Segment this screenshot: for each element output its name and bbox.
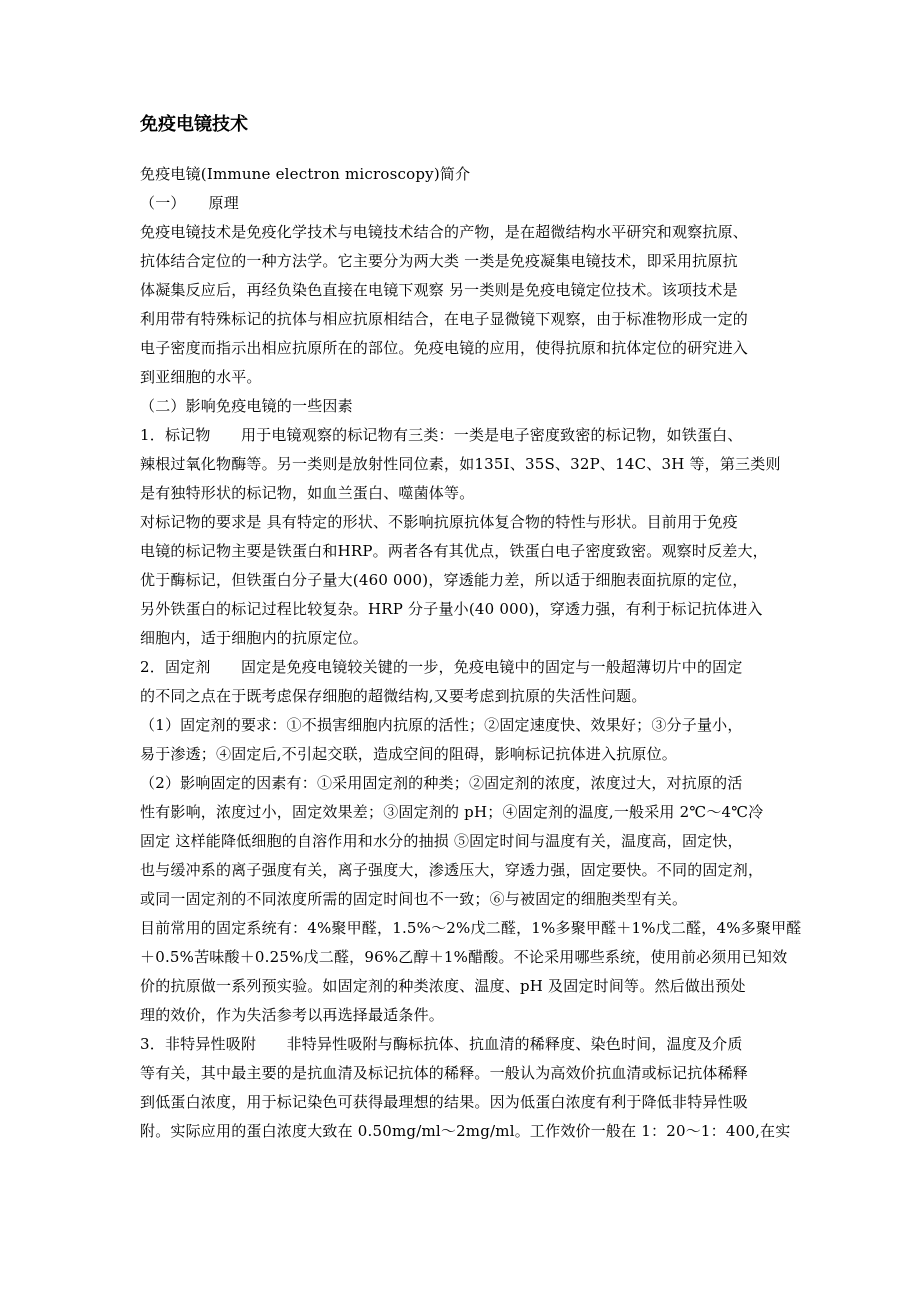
text-line: 体凝集反应后，再经负染色直接在电镜下观察 另一类则是免疫电镜定位技术。该项技术是 xyxy=(140,281,738,299)
text-line: 固定 这样能降低细胞的自溶作用和水分的抽损 ⑤固定时间与温度有关，温度高，固定快， xyxy=(140,832,743,850)
text-line: 价的抗原做一系列预实验。如固定剂的种类浓度、温度、pH 及固定时间等。然后做出预处 xyxy=(140,977,746,995)
page-title: 免疫电镜技术 xyxy=(140,114,248,135)
text-line: 抗体结合定位的一种方法学。它主要分为两大类 一类是免疫凝集电镜技术，即采用抗原抗 xyxy=(140,252,738,270)
text-line: （2）影响固定的因素有：①采用固定剂的种类；②固定剂的浓度，浓度过大，对抗原的活 xyxy=(140,774,743,792)
text-line: 细胞内，适于细胞内的抗原定位。 xyxy=(140,629,369,647)
text-line: 3．非特异性吸附 非特异性吸附与酶标抗体、抗血清的稀释度、染色时间，温度及介质 xyxy=(140,1035,743,1053)
text-line: 或同一固定剂的不同浓度所需的固定时间也不一致；⑥与被固定的细胞类型有关。 xyxy=(140,890,688,908)
text-line: 等有关，其中最主要的是抗血清及标记抗体的稀释。一般认为高效价抗血清或标记抗体稀释 xyxy=(140,1064,749,1082)
text-line: 也与缓冲系的离子强度有关，离子强度大，渗透压大，穿透力强，固定要快。不同的固定剂， xyxy=(140,861,764,879)
text-line: 免疫电镜(Immune electron microscopy)简介 xyxy=(140,165,471,183)
text-line: 附。实际应用的蛋白浓度大致在 0.50mg/ml～2mg/ml。工作效价一般在 1：20～1：400,在实 xyxy=(140,1122,791,1140)
text-line: 1．标记物 用于电镜观察的标记物有三类：一类是电子密度致密的标记物，如铁蛋白、 xyxy=(140,426,743,444)
text-line: 对标记物的要求是 具有特定的形状、不影响抗原抗体复合物的特性与形状。目前用于免疫 xyxy=(140,513,738,531)
text-line: ＋0.5%苦味酸＋0.25%戊二醛，96%乙醇＋1%醋酸。不论采用哪些系统，使用前必须用已知效 xyxy=(140,948,788,966)
text-line: 的不同之点在于既考虑保存细胞的超微结构,又要考虑到抗原的失活性问题。 xyxy=(140,687,647,705)
text-line: 2．固定剂 固定是免疫电镜较关键的一步，免疫电镜中的固定与一般超薄切片中的固定 xyxy=(140,658,743,676)
text-line: 目前常用的固定系统有：4%聚甲醛，1.5%～2%戊二醛，1%多聚甲醛＋1%戊二醛，4%多聚甲醛 xyxy=(140,919,802,937)
text-line: （二）影响免疫电镜的一些因素 xyxy=(140,397,353,415)
text-line: （一） 原理 xyxy=(140,194,239,212)
text-line: 到低蛋白浓度，用于标记染色可获得最理想的结果。因为低蛋白浓度有利于降低非特异性吸 xyxy=(140,1093,749,1111)
text-line: 是有独特形状的标记物，如血兰蛋白、噬菌体等。 xyxy=(140,484,475,502)
document-body xyxy=(140,160,802,1146)
text-line: 另外铁蛋白的标记过程比较复杂。HRP 分子量小(40 000)，穿透力强，有利于标记抗体进入 xyxy=(140,600,763,618)
text-line: 到亚细胞的水平。 xyxy=(140,368,262,386)
text-line: 电镜的标记物主要是铁蛋白和HRP。两者各有其优点，铁蛋白电子密度致密。观察时反差大， xyxy=(140,542,768,560)
text-line: 电子密度而指示出相应抗原所在的部位。免疫电镜的应用，使得抗原和抗体定位的研究进入 xyxy=(140,339,749,357)
text-line: 辣根过氧化物酶等。另一类则是放射性同位素，如135I、35S、32P、14C、3H 等，第三类则 xyxy=(140,455,781,473)
text-line: 易于渗透；④固定后,不引起交联，造成空间的阻碍，影响标记抗体进入抗原位。 xyxy=(140,745,677,763)
text-line: 性有影响，浓度过小，固定效果差；③固定剂的 pH；④固定剂的温度,一般采用 2℃～4℃冷 xyxy=(140,803,764,821)
text-line: 免疫电镜技术是免疫化学技术与电镜技术结合的产物，是在超微结构水平研究和观察抗原、 xyxy=(140,223,749,241)
text-line: 利用带有特殊标记的抗体与相应抗原相结合，在电子显微镜下观察，由于标准物形成一定的 xyxy=(140,310,749,328)
text-line: 优于酶标记，但铁蛋白分子量大(460 000)，穿透能力差，所以适于细胞表面抗原的定位， xyxy=(140,571,748,589)
text-line: （1）固定剂的要求：①不损害细胞内抗原的活性；②固定速度快、效果好；③分子量小， xyxy=(140,716,743,734)
text-line: 理的效价，作为失活参考以再选择最适条件。 xyxy=(140,1006,445,1024)
